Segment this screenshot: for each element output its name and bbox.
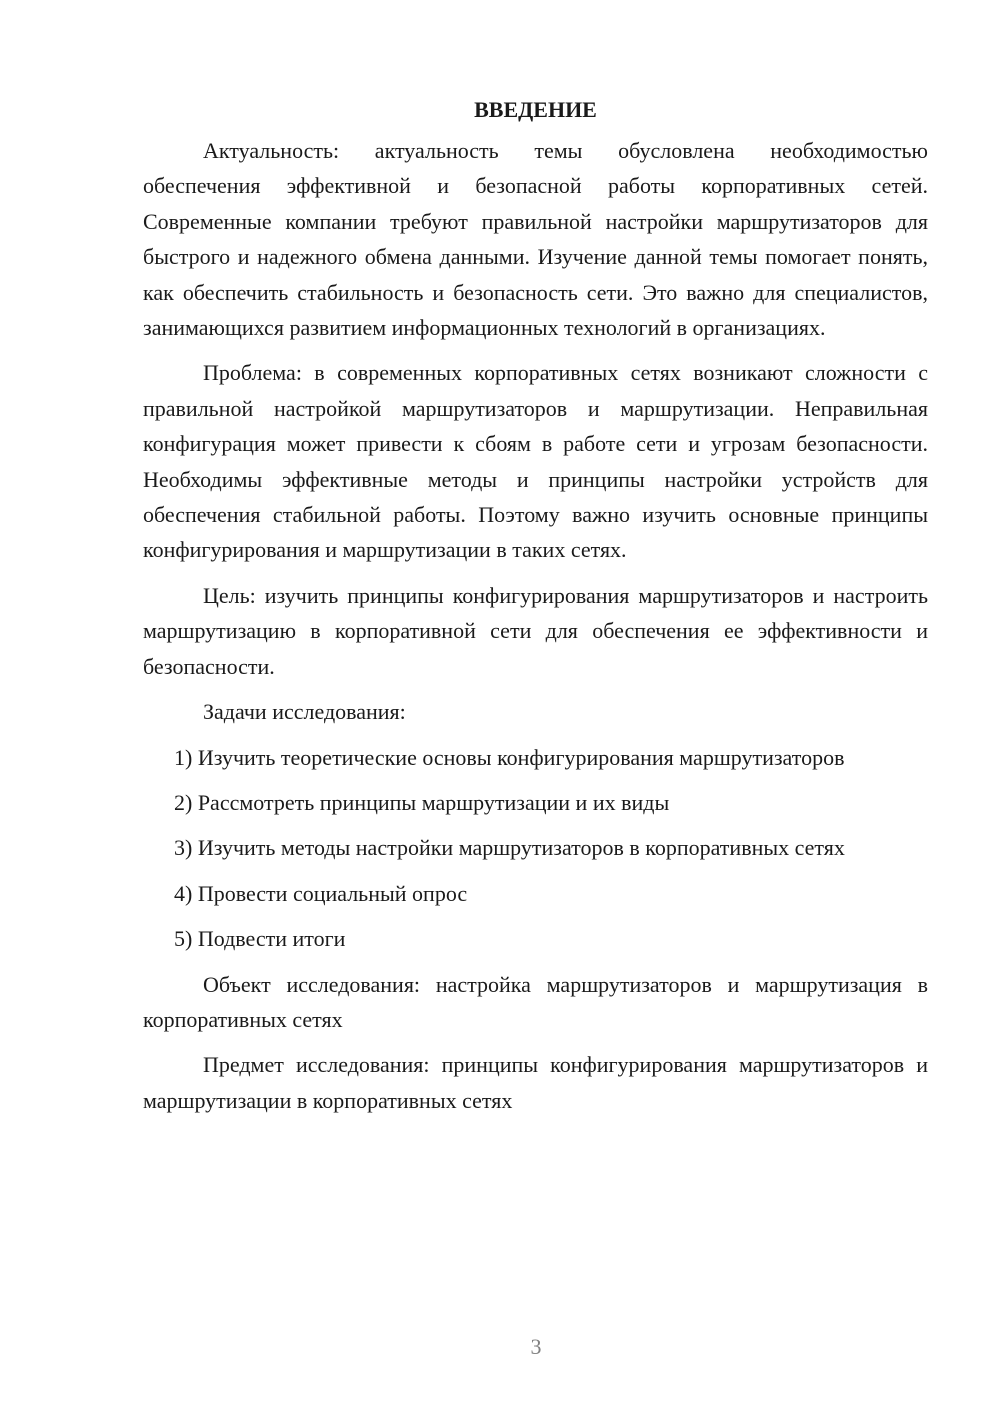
page-number: 3 bbox=[530, 1334, 542, 1359]
task-item-2: 2) Рассмотреть принципы маршрутизации и их виды bbox=[174, 789, 670, 815]
paragraph-problem: Проблема: в современных корпоративных сетях возникают сложности с правильной настройкой маршрутизаторов и маршрутизации. Неправильная конфигурация может привести к сбоям в работе сети и угрозам безопасности. Необходимы эффективные методы и принципы настройки устройств для обеспечения стабильной работы. Поэтому важно изучить основные принципы конфигурирования и маршрутизации в таких сетях. bbox=[143, 360, 928, 563]
paragraph-object: Объект исследования: настройка маршрутизаторов и маршрутизация в корпоративных сетях bbox=[143, 971, 928, 1032]
paragraph-subject: Предмет исследования: принципы конфигурирования маршрутизаторов и маршрутизации в корпоративных сетях bbox=[143, 1052, 928, 1113]
section-heading: ВВЕДЕНИЕ bbox=[474, 97, 597, 122]
task-item-5: 5) Подвести итоги bbox=[174, 926, 346, 952]
paragraph-relevance: Актуальность: актуальность темы обусловлена необходимостью обеспечения эффективной и безопасной работы корпоративных сетей. Современные компании требуют правильной настройки маршрутизаторов для быстрого и надежного обмена данными. Изучение данной темы помогает понять, как обеспечить стабильность и безопасность сети. Это важно для специалистов, занимающихся развитием информационных технологий в организациях. bbox=[143, 138, 928, 341]
task-item-3: 3) Изучить методы настройки маршрутизаторов в корпоративных сетях bbox=[174, 835, 845, 861]
document-page bbox=[143, 92, 928, 1128]
tasks-heading: Задачи исследования: bbox=[203, 699, 406, 725]
paragraph-goal: Цель: изучить принципы конфигурирования маршрутизаторов и настроить маршрутизацию в корпоративной сети для обеспечения ее эффективности и безопасности. bbox=[143, 582, 928, 679]
task-item-1: 1) Изучить теоретические основы конфигурирования маршрутизаторов bbox=[174, 744, 845, 770]
task-item-4: 4) Провести социальный опрос bbox=[174, 880, 468, 906]
